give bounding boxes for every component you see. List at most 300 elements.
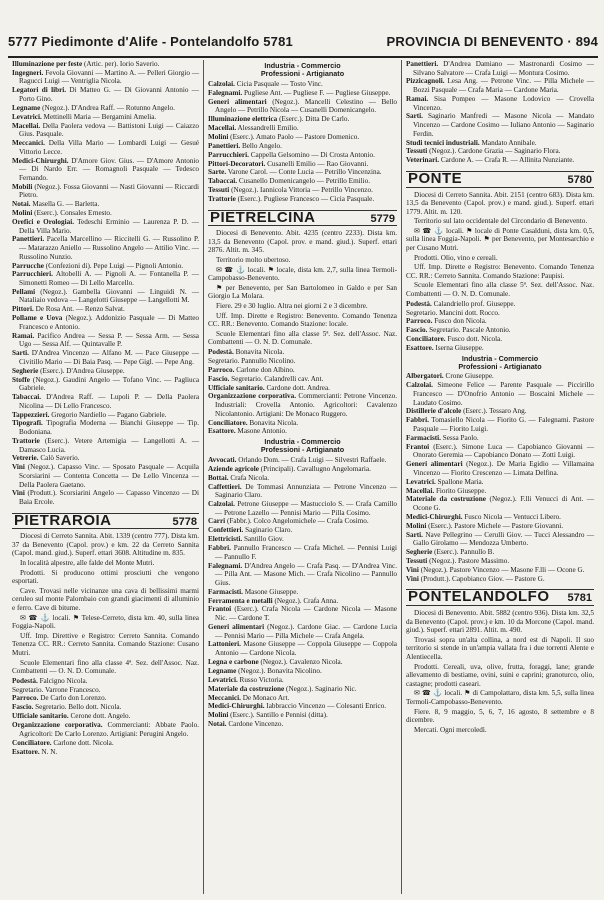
directory-entry [208, 392, 397, 418]
entry-category: Podestà. [208, 348, 234, 356]
entry-category: Conciliatore. [12, 738, 52, 747]
entry-category: Calzolai. [208, 79, 235, 88]
entry-category: Segherie [406, 548, 433, 557]
directory-entry [208, 720, 397, 729]
entry-category: Legname [208, 666, 237, 675]
town-officials [208, 348, 397, 436]
entry-text: Carlone don Albino. [236, 365, 295, 374]
entry-category: Fabbri. [406, 416, 429, 425]
directory-entry [208, 89, 397, 98]
entry-text: Calandriello prof. Giuseppe. [433, 299, 516, 308]
directory-entry [12, 113, 199, 122]
entry-category: Caffettieri. [208, 482, 242, 491]
entry-text: (Negoz.). Gaudini Angelo — Tofano Vinc. — Pagliuca Gabriele. [19, 375, 200, 393]
directory-entry [406, 326, 594, 335]
entry-category: Organizzazione corporativa. [12, 721, 103, 730]
directory-entry [208, 667, 397, 676]
entry-text: Cerone dott. Angelo. [70, 712, 131, 721]
directory-entry [208, 133, 397, 142]
directory-entry [12, 712, 199, 721]
directory-entry [12, 739, 199, 748]
directory-entry [406, 416, 594, 433]
section-heading [208, 62, 397, 79]
directory-entry [12, 288, 199, 305]
entry-category: Ufficiale sanitario. [208, 383, 265, 392]
entry-category: Tappezzieri. [12, 410, 50, 419]
entry-text: De Rosa Ant. — Renzo Salvat. [35, 305, 125, 314]
entry-category: Meccanici. [208, 693, 241, 702]
entry-text: Mettinelli Maria — Bergamini Amelia. [43, 112, 157, 121]
entry-text: Cardone dott. Andrea. [266, 383, 330, 392]
town-paragraph: ✉ ☎ ⚓ locali. ⚑ Telese-Cerreto, dista km. 40, sulla linea Foggia-Napoli. [12, 613, 199, 631]
entry-category: Molini [406, 521, 427, 530]
entry-category: Tabaccai. [208, 177, 238, 186]
directory-entry [406, 522, 594, 531]
directory-entry [208, 124, 397, 133]
directory-entry [406, 513, 594, 522]
entry-text: D'Andrea Vincenzo — Alfano M. — Pace Giuseppe — Civitillo Mario — Di Baia Pasq. — Pepe Gigl. — Pepe Ang. [19, 349, 200, 366]
entry-category: Panettieri. [12, 235, 45, 244]
col3-entries-1 [406, 60, 594, 165]
town-title [406, 171, 594, 188]
entry-text: Simeone Felice — Parente Pasquale — Piccirillo Francesco — D'Onofrio Antonio — Boscaini Michele — Laudato Cosimo. [413, 381, 594, 407]
entry-category: Tipografi. [12, 419, 43, 428]
entry-category: Studi tecnici industriali. [406, 138, 480, 147]
town-number: 5779 [370, 212, 395, 225]
directory-entry [208, 366, 397, 375]
directory-entry [208, 195, 397, 204]
directory-entry [12, 703, 199, 712]
entry-category: Podestà. [12, 676, 38, 685]
entry-category: Carri [208, 517, 226, 526]
section-heading [208, 438, 397, 455]
directory-entry [208, 597, 397, 606]
directory-entry [12, 376, 199, 393]
town-paragraph: Scuole Elementari fino alla classe 4ª. Sez. dell'Assoc. Naz. Combattenti — O. N. D. Comunale. [12, 658, 199, 676]
directory-entry [12, 677, 199, 686]
entry-text: Iserna Giuseppe. [435, 344, 484, 353]
entry-category: Veterinari. [406, 156, 440, 165]
column-2 [204, 60, 402, 894]
directory-entry [208, 98, 397, 115]
entry-text: (Eserc.). Simone Luca — Capobianco Giovanni — Onorato Geremia — Capobianco Donato — Zotti Luigi. [413, 442, 595, 460]
entry-text: Pannullo Francesco — Crafa Michel. — Pennisi Luigi — Pannullo F. [215, 544, 397, 561]
directory-entry [208, 80, 397, 89]
section-heading-line-2: Professioni - Artigianato [260, 69, 345, 79]
directory-entry [208, 676, 397, 685]
town-paragraph: Uff. Imp. Dirette e Registro: Benevento. Comando Tenenza CC. RR.: Cerreto Sannita. Comando Stazione: Paupisi. [406, 263, 594, 280]
entry-text: (Negoz.). Iannicola Vittoria — Petrillo Vincenzo. [231, 186, 373, 195]
entry-category: Calzolai. [406, 381, 433, 390]
town-title [208, 210, 397, 227]
entry-category: Conciliatore. [208, 418, 248, 427]
directory-entry [406, 372, 594, 381]
entry-text: Masella G. — Barletta. [32, 200, 100, 209]
entry-text: Sessa Paolo. [442, 433, 479, 442]
entry-category: Panettieri. [208, 141, 241, 150]
entry-text: (Fabbr.). Colco Angelomichele — Crafa Cosimo. [226, 517, 369, 526]
town-paragraph: Scuole Elementari fino alla classe 5ª. Sez. dell'Assoc. Naz. Combattenti — O. N. D. Comunale. [208, 329, 397, 347]
town-paragraph: Diocesi di Benevento. Abit. 5882 (centro 936). Dista km. 32,5 da Benevento (Capol. prov.) e km. 10 da Morcone (Capol. mand. giud.). Superf. ettari 2891. Altit. m. 490. [406, 609, 594, 635]
directory-entry [208, 702, 397, 711]
entry-text: Lesa Ang. — Petrone Vinc. — Pilla Michele — Bozzi Pasquale — Crafa Maria — Cardone Maria. [413, 77, 595, 95]
entry-category: Tessuti [406, 147, 428, 156]
entry-category: Generi alimentari [208, 622, 265, 631]
entry-text: Masone Giuseppe — Coppola Giuseppe — Coppola Antonio — Cardone Nicola. [215, 640, 398, 658]
entry-category: Generi alimentari [406, 460, 463, 469]
section-heading-line-1: Industria - Commercio [461, 353, 539, 363]
directory-entry [208, 177, 397, 186]
directory-entry [208, 544, 397, 561]
entry-category: Legna e carbone [208, 657, 259, 666]
entry-text: (Eserc.). Pastore Michele — Pastore Giovanni. [428, 521, 564, 530]
entry-text: Saginario Manfredi — Masone Nicola — Mandato Vincenzo — Cardone Cosimo — Iuliano Antonio — Saginario Ferdin. [413, 112, 594, 138]
entry-category: Bottai. [208, 473, 229, 482]
directory-entry [12, 748, 199, 757]
entry-category: Aziende agricole [208, 464, 259, 473]
header-right: PROVINCIA DI BENEVENTO · 894 [386, 34, 598, 49]
entry-text: Tipografia Moderna — Bianchi Giuseppe — Tip. Bodoniana. [19, 419, 199, 437]
town-description [12, 532, 199, 676]
entry-category: Ramai. [406, 94, 429, 103]
entry-category: Notai. [12, 200, 31, 209]
town-number: 5778 [172, 515, 197, 528]
entry-text: (Eserc.). Amato Paolo — Pastore Domenico. [230, 132, 360, 141]
entry-category: Levatrici. [12, 112, 42, 121]
directory-entry [406, 478, 594, 487]
town-paragraph: Trovasi sopra un'alta collina, a nord est di Napoli. Il suo territorio si stende in un'ampia vallata fra i due torrenti Alente e Alentiecella. [406, 635, 594, 662]
entry-text: (Eserc.). Vetere Artemigia — Langellotti A. — Damasco Lucia. [19, 436, 200, 454]
directory-entry [406, 381, 594, 407]
entry-category: Levatrici. [406, 477, 436, 486]
directory-entry [208, 375, 397, 384]
directory-entry [12, 463, 199, 489]
entry-category: Segherie [12, 366, 39, 375]
entry-category: Molini [208, 711, 229, 720]
directory-entry [12, 437, 199, 454]
directory-entry [12, 235, 199, 261]
directory-entry [12, 270, 199, 287]
directory-entry [12, 157, 199, 183]
entry-text: Bello Angelo. [241, 141, 282, 150]
entry-text: (Negoz.). D'Andrea Raff. — Rotunno Angelo. [42, 103, 175, 112]
entry-text: (Negoz.). Capasso Vinc. — Sposato Pasquale — Acquila Scorsiarini — Contenta Concetta — De Lello Vincenza — Della Paolera Gaetano. [19, 463, 200, 489]
entry-text: (Eserc.). Crafa Nicola — Cardone Nicola — Masone Nic. — Cardone T. [215, 605, 397, 623]
column-1 [8, 60, 204, 894]
directory-entry [12, 218, 199, 235]
directory-entry [208, 640, 397, 657]
directory-entry [208, 186, 397, 195]
directory-entry [406, 531, 594, 548]
entry-category: Macellai. [406, 486, 435, 495]
entry-category: Pollame e Uova [12, 314, 63, 323]
columns [8, 60, 598, 894]
entry-category: Vetrerie. [12, 454, 39, 463]
directory-entry [208, 517, 397, 526]
entry-category: Vini [12, 489, 25, 498]
town-officials [406, 300, 594, 353]
entry-text: Bonavita Nicola. [235, 348, 285, 356]
entry-category: Molini [208, 132, 229, 141]
town-name: PONTE [408, 169, 463, 187]
entry-text: Bonavita Nicola. [249, 418, 299, 427]
entry-category: Materiale da costruzione [406, 495, 486, 504]
directory-entry [406, 300, 594, 309]
entry-text: De Carlo don Lorenzo. [40, 694, 107, 703]
entry-text: (Confezioni di). Pepe Luigi — Pignoli Antonio. [45, 261, 184, 270]
entry-text: Della Villa Mario — Lombardi Luigi — Gesué Vittorio Lecce. [19, 139, 199, 156]
entry-text: (Negoz.). Cardone Giac. — Cardone Lucia — Pennisi Mario — Pilla Michele — Crafa Angela. [215, 622, 398, 640]
directory-entry [406, 548, 594, 557]
entry-text: De Monaco Art. [242, 693, 290, 702]
town-paragraph: Prodotti. Olio, vino e cereali. [414, 253, 498, 262]
directory-entry [208, 500, 397, 517]
entry-category: Sarte. [208, 168, 227, 177]
directory-entry [208, 535, 397, 544]
header-left: 5777 Piedimonte d'Alife - Pontelandolfo 5781 [8, 34, 293, 49]
section-heading-line-2: Professioni - Artigianato [458, 362, 542, 372]
town-paragraph: In località alpestre, alle falde del Monte Mutri. [20, 558, 155, 567]
entry-text: Cusanello Domenicangelo — Petrillo Emilio. [238, 177, 371, 186]
entry-category: Ferramenta e metalli [208, 596, 273, 605]
entry-category: Illuminazione elettrica [208, 115, 278, 124]
entry-text: Mandato Annibale. [481, 138, 537, 147]
entry-category: Vini [406, 566, 419, 574]
town-paragraph: Prodotti. Cereali, uva, olive, frutta, foraggi, lane; grande allevamento di bestiame, ovini, suini e caprini; granoturco, olio, castagne; prodotti caseari. [406, 662, 594, 688]
directory-entry [208, 711, 397, 720]
entry-category: Sarti. [406, 530, 423, 539]
entry-text: Russo Victoria. [239, 675, 284, 684]
directory-entry [12, 349, 199, 366]
town-block-pontelandolfo [406, 589, 594, 734]
directory-entry [208, 685, 397, 694]
entry-text: Crafa Nicola. [230, 473, 270, 482]
town-block-ponte [406, 171, 594, 353]
entry-text: Cappella Gelsomino — Di Crosta Antonio. [250, 150, 375, 159]
entry-text: Pacifico Andrea — Sessa P. — Sessa Arm. — Sessa Ugo — Sessa Alf. — Quintavalle P. [19, 331, 200, 349]
directory-entry [406, 566, 594, 575]
entry-text: Cardone A. — Crafa R. — Allinita Nunziante. [440, 156, 575, 165]
entry-category: Vini [406, 574, 419, 583]
entry-category: Tessuti [406, 557, 428, 566]
entry-category: Molini [12, 209, 33, 218]
col1-entries [12, 60, 199, 507]
entry-category: Medici-Chirurghi. [208, 702, 265, 711]
directory-entry [406, 495, 594, 512]
directory-entry [12, 314, 199, 331]
town-paragraph: Cave. Trovasi nelle vicinanze una cava di bellissimi marmi ceruleo sul monte Palombaio con grandi giacimenti di alluminio e ferro. Cave di bitume. [12, 586, 199, 612]
directory-entry [12, 489, 199, 506]
entry-category: Medici-Chirurghi. [12, 156, 69, 165]
town-title [406, 589, 594, 606]
entry-text: Saginario Claro. [245, 526, 293, 535]
directory-entry [406, 156, 594, 165]
directory-entry [406, 407, 594, 416]
entry-category: Fascio. [406, 326, 428, 335]
directory-entry [208, 115, 397, 124]
entry-category: Ramai. [12, 331, 35, 340]
entry-text: Alessandrelli Emilio. [237, 123, 299, 132]
entry-category: Farmacisti. [208, 587, 243, 596]
town-paragraph: Uff. Imp. Dirette e Registro: Benevento. Comando Tenenza CC. RR.: Benevento. Comando Stazione: locale. [208, 311, 397, 329]
entry-text: D'Andrea Angelo — Crafa Pasq. — D'Andrea Vinc. — Pilla Ant. — Masone Mich. — Crafa Nicolino — Pannullo Gius. [215, 561, 397, 587]
entry-category: Parroco. [208, 365, 235, 374]
directory-entry [12, 419, 199, 436]
entry-category: Parroco. [12, 694, 39, 703]
town-paragraph: Diocesi di Cerreto Sannita. Abit. 2151 (centro 683). Dista km. 13,5 da Benevento (Capol. prov.) e mand. giud.). Superf. ettari 1779. Altit. m. 120. [406, 190, 594, 216]
entry-text: De Tommasi Annunziata — Petrone Vincenzo — Saginario Claro. [215, 482, 398, 500]
entry-text: (Negoz.). Bonavita Nicolino. [238, 666, 322, 675]
town-paragraph: Mercati. Ogni mercoledì. [414, 725, 487, 734]
directory-entry [406, 139, 594, 148]
directory-entry [12, 104, 199, 113]
entry-text: Segretario. Varrone Francesco. [12, 685, 101, 694]
town-paragraph: ✉ ☎ ⚓ locali. ⚑ locale, dista km. 2,7, sulla linea Termoli-Campobasso-Benevento. [208, 265, 397, 283]
entry-category: Legatori di libri. [12, 86, 67, 95]
entry-category: Macellai. [208, 123, 237, 132]
entry-text: Segretario. Pascale Antonio. [429, 326, 511, 335]
directory-entry [208, 142, 397, 151]
town-name: PONTELANDOLFO [408, 588, 550, 606]
directory-entry [12, 393, 199, 410]
town-paragraph: Fiere. 8, 9 maggio, 5, 6, 7, 16 agosto, 8 settembre e 8 dicembre. [406, 707, 594, 725]
section-heading-line-1: Industria - Commercio [264, 437, 341, 447]
directory-entry [406, 112, 594, 138]
directory-entry [12, 86, 199, 103]
town-title [12, 513, 199, 530]
entry-text: D'Andrea Raff. — Lupoli P. — Della Paolera Nicolina — Di Lello Francesco. [19, 393, 200, 410]
entry-text: Nave Pellegrino — Cerulli Giov. — Tucci Alessandro — Gallo Girolamo — Mendozza Umberto. [413, 530, 595, 548]
entry-text: Di Matteo G. — Di Giovanni Antonio — Porto Gino. [19, 86, 199, 103]
entry-text: (Negoz.). F.lli Venucci di Ant. — Ocone G. [413, 495, 595, 513]
entry-text: Falcigno Nicola. [39, 676, 88, 685]
entry-text: Fusco dott. Nicola. [447, 335, 503, 344]
town-paragraph: Diocesi di Benevento. Abit. 4235 (centro 2233). Dista km. 13,5 da Benevento (Capol. prov. e mand. giud.). Superf. ettari 2876. Altit. m. 345. [208, 229, 397, 255]
directory-entry [12, 60, 199, 69]
entry-category: Materiale da costruzione [208, 684, 285, 693]
entry-category: Meccanici. [12, 139, 45, 148]
directory-entry [208, 348, 397, 357]
col3-entries-2 [406, 372, 594, 583]
entry-category: Generi alimentari [208, 97, 267, 106]
directory-entry [12, 305, 199, 314]
entry-text: (Eserc.). Consales Ernesto. [34, 209, 112, 218]
town-name: PIETRELCINA [210, 208, 316, 226]
entry-text: Fusco Nicola — Ventucci Libero. [464, 512, 561, 521]
directory-entry [208, 419, 397, 428]
entry-text: (Negoz.). Crafa Anna. [274, 596, 339, 605]
entry-text: D'Andrea Damiano — Mastronardi Cosimo — Silvano Salvatore — Crafa Luigi — Montura Cosimo. [413, 60, 594, 77]
entry-category: Elettricisti. [208, 535, 243, 544]
entry-text: Petrone Giuseppe — Mastucciolo S. — Crafa Camillo — Petrone Lazello — Pennisi Mario — Pilla Cosimo. [215, 499, 397, 517]
entry-category: Sarti. [406, 112, 423, 121]
col2-entries-2 [208, 456, 397, 729]
entry-category: Fabbri. [208, 544, 231, 553]
entry-category: Panettieri. [406, 60, 439, 68]
entry-text: (Produtt.). Scorsiarini Angelo — Capasso Vincenzo — Di Baia Ercole. [19, 489, 199, 506]
entry-category: Frantoi [406, 442, 430, 451]
directory-entry [208, 427, 397, 436]
directory-entry [208, 605, 397, 622]
entry-text: Crone Giuseppe. [445, 372, 494, 381]
entry-category: Parrucchieri. [208, 150, 249, 159]
entry-text: Segretario. Calandrelli cav. Ant. [231, 374, 324, 383]
entry-category: Illuminazione per feste [12, 60, 83, 68]
directory-entry [12, 686, 199, 695]
entry-text: Pacella Marcellino — Riccitelli G. — Russolino P. — Matarazzo Aniello — Russolino Angelo — Attilio Vinc. — Russolino Nunzio. [19, 235, 199, 261]
directory-entry [208, 658, 397, 667]
entry-category: Ingegneri. [12, 68, 44, 77]
entry-text: Tomasiello Nicola — Fiorito G. — Falegnami. Pastore Pasquale — Fiorito Luigi. [413, 416, 594, 433]
directory-entry [12, 454, 199, 463]
town-number: 5781 [567, 592, 592, 605]
entry-text: Commercianti: Abbate Paolo. Agricoltori: De Carlo Lorenzo. Artigiani: Perugini Angelo. [19, 721, 199, 738]
entry-text: Spallone Maria. [437, 477, 484, 486]
entry-category: Fascio. [208, 374, 230, 383]
town-paragraph: ✉ ☎ ⚓ locali. ⚑ di Campolattaro, dista km. 5,5, sulla linea Termoli-Campobasso-Benevento. [406, 689, 594, 707]
entry-text: Cicia Pasquale — Tosto Vinc. [236, 79, 323, 88]
entry-category: Legname [12, 103, 41, 112]
town-paragraph: Scuole Elementari fino alla classe 5ª. Sez. dell'Assoc. Naz. Combattenti — O. N. D. Comunale. [406, 281, 594, 299]
town-officials [12, 677, 199, 756]
entry-text: Commercianti: Petrone Vincenzo. Industriali: Crovella Antonio. Agricoltori: Cavalenzo Nicolantonio. Artigiani: De Monaco Ruggero. [215, 392, 398, 418]
directory-entry [12, 694, 199, 703]
town-description [208, 229, 397, 347]
entry-text: (Artic. per). Iorio Saverio. [83, 60, 160, 68]
entry-text: Altobelli A. — Pignoli A. — Fontanella P. — Simonetti Romeo — Di Lello Marcello. [19, 270, 199, 287]
entry-category: Organizzazione corporativa. [208, 392, 297, 401]
entry-category: Orefici e Orologiai. [12, 217, 74, 226]
entry-text: N. N. [41, 747, 58, 756]
entry-text: Cardone Vincenzo. [228, 720, 284, 729]
town-paragraph: Fiere. 29 e 30 luglio. Altra nei giorni 2 e 3 dicembre. [216, 302, 368, 311]
entry-text: Fiorito Giuseppe. [435, 486, 487, 495]
col2-entries-1 [208, 80, 397, 204]
entry-category: Lattonieri. [208, 640, 241, 649]
town-block-pietrelcina [208, 210, 397, 436]
entry-text: (Eserc.). Pannullo B. [434, 548, 495, 557]
entry-category: Frantoi [208, 605, 232, 614]
directory-entry [12, 367, 199, 376]
entry-text: (Eserc.). Tessaro Ang. [463, 407, 527, 416]
entry-category: Macellai. [12, 121, 41, 130]
entry-category: Avvocati. [208, 455, 237, 464]
entry-category: Distillerie d'alcole [406, 407, 462, 416]
page-header [8, 34, 598, 56]
directory-entry [406, 434, 594, 443]
entry-category: Esattore. [12, 747, 40, 756]
entry-text: Masone Antonio. [237, 427, 287, 436]
entry-category: Trattorie [208, 195, 236, 204]
entry-category: Vini [12, 463, 25, 472]
section-heading-line-2: Professioni - Artigianato [260, 445, 345, 455]
entry-text: Gregorio Nardiello — Pagano Gabriele. [51, 410, 167, 419]
entry-text: (Negoz.). Pastore Vincenzo — Masone F.lli — Ocone G. [420, 566, 585, 574]
town-paragraph: ✉ ☎ ⚓ locali. ⚑ locale di Ponte Casalduni, dista km. 0,5, sulla linea Foggia-Napoli. ⚑ per Benevento, per Montesarchio e per Cusano Mutri. [406, 226, 594, 253]
directory-entry [208, 465, 397, 474]
town-paragraph: ⚑ per Benevento, per San Bartolomeo in Galdo e per San Giorgio La Molara. [208, 283, 397, 301]
entry-category: Pittori-Decoratori. [208, 159, 266, 168]
directory-entry [406, 443, 594, 460]
section-heading [406, 355, 594, 372]
directory-entry [208, 384, 397, 393]
directory-entry [406, 344, 594, 353]
entry-category: Trattorie [12, 436, 40, 445]
directory-entry [406, 575, 594, 584]
entry-category: Albergatori. [406, 372, 444, 381]
entry-category: Medici-Chirurghi. [406, 512, 463, 521]
entry-text: (Negoz.). Cardone Grazia — Saginario Flora. [429, 147, 561, 156]
